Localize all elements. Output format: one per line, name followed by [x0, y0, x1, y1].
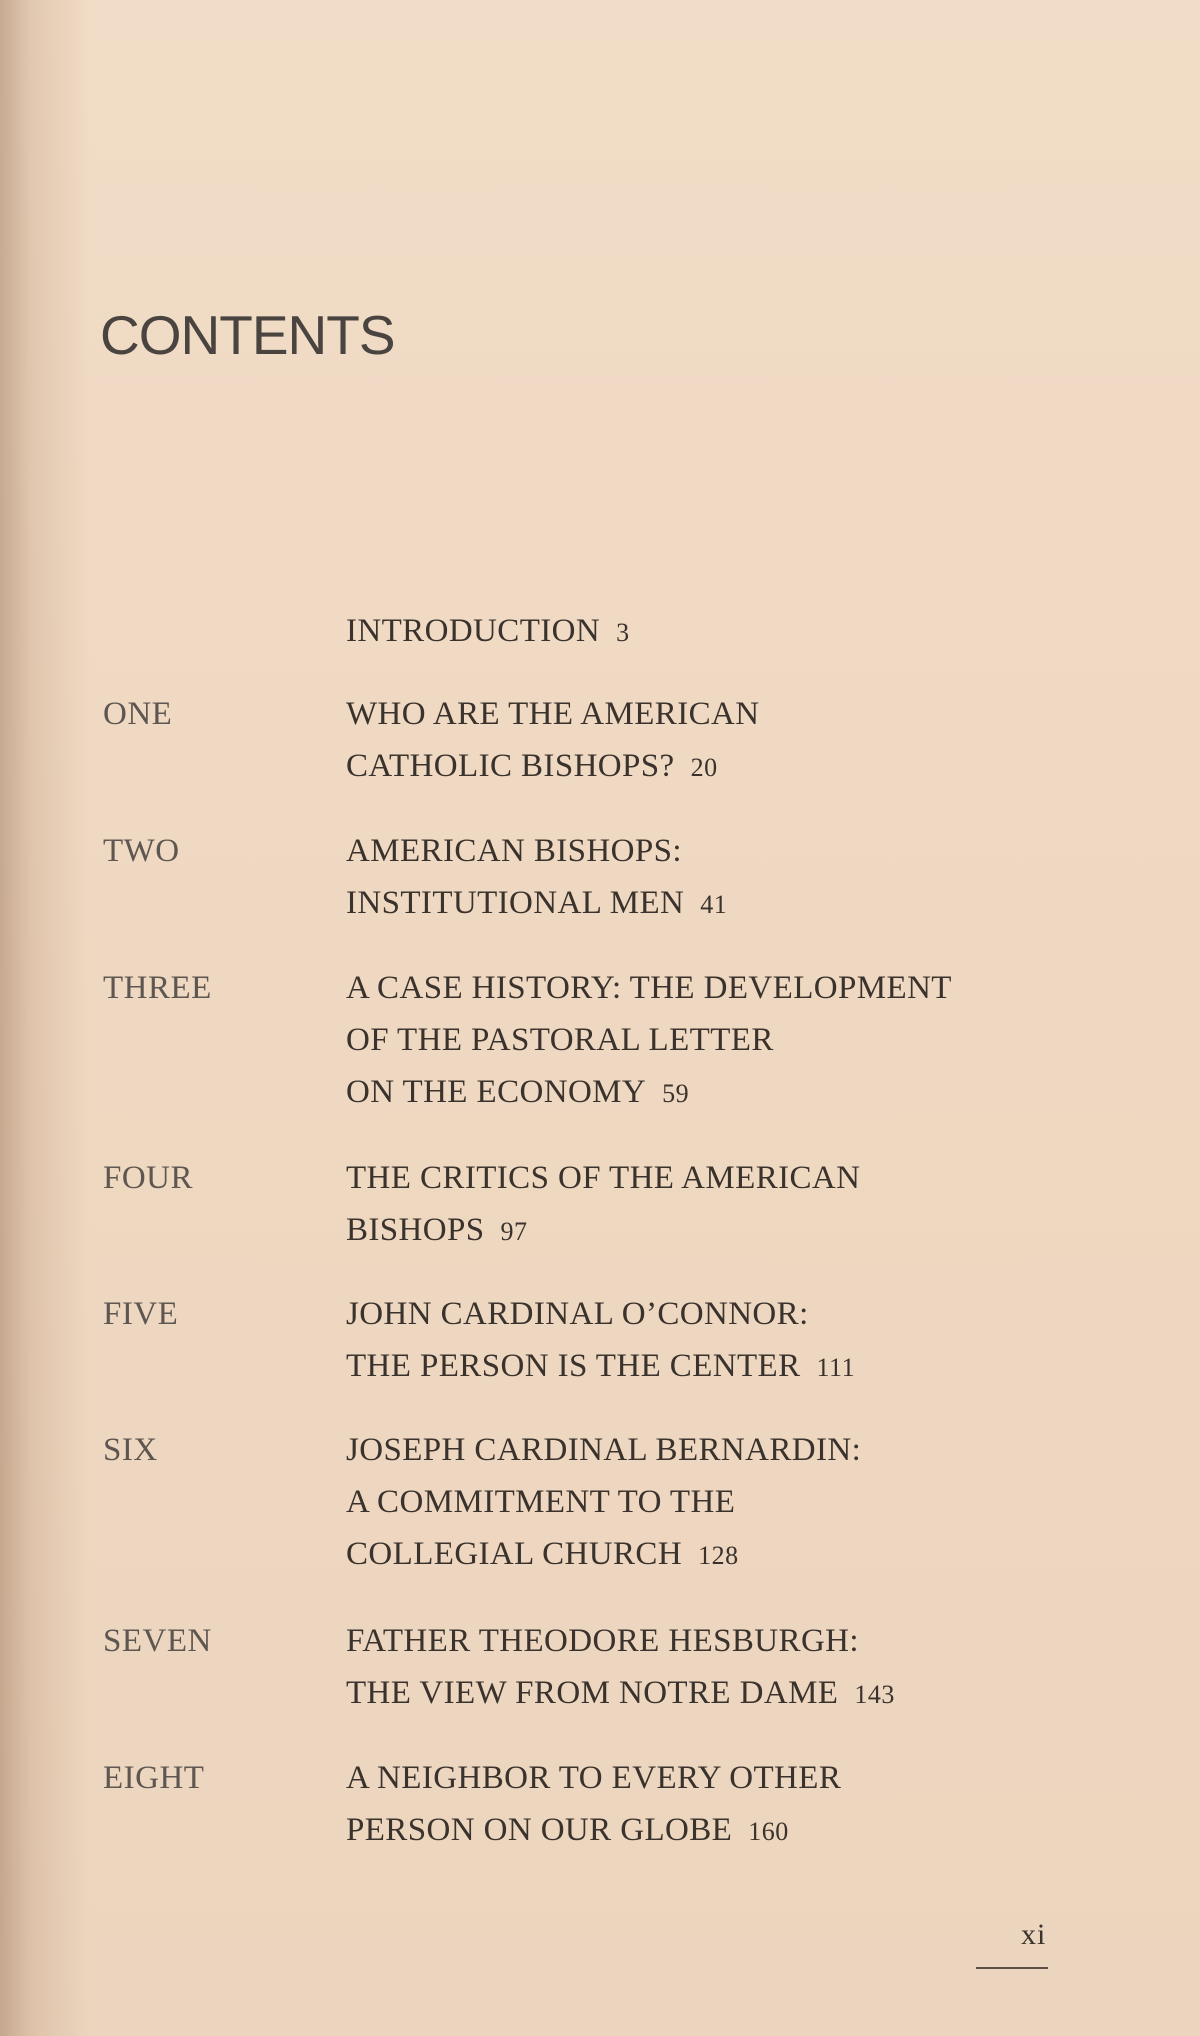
chapter-title [346, 962, 952, 1120]
chapter-title [346, 1752, 841, 1858]
page-number: 128 [698, 1541, 739, 1570]
chapter-title [346, 1152, 860, 1258]
chapter-title [346, 825, 727, 931]
page-folio: xi [1021, 1918, 1047, 1951]
chapter-number: EIGHT [103, 1760, 205, 1796]
chapter-title [346, 1615, 895, 1721]
page-number: 111 [816, 1353, 856, 1382]
page-number: 41 [700, 890, 728, 919]
contents-heading: CONTENTS [100, 304, 395, 366]
chapter-title-line: THE CRITICS OF THE AMERICAN [346, 1160, 861, 1196]
folio-rule [976, 1967, 1048, 1969]
chapter-number: SEVEN [103, 1623, 212, 1659]
page-number: 97 [500, 1217, 528, 1246]
page-number: 59 [662, 1079, 690, 1108]
chapter-title-line: BISHOPS 97 [346, 1212, 528, 1248]
chapter-title-line: FATHER THEODORE HESBURGH: [346, 1623, 859, 1659]
chapter-title [346, 605, 630, 659]
chapter-number: TWO [103, 833, 180, 869]
page-number: 20 [690, 753, 718, 782]
page-number: 143 [854, 1680, 895, 1709]
chapter-number: FIVE [103, 1296, 179, 1332]
chapter-title-line: WHO ARE THE AMERICAN [346, 696, 760, 732]
chapter-title-line: PERSON ON OUR GLOBE 160 [346, 1812, 789, 1848]
chapter-title-line: A COMMITMENT TO THE [346, 1484, 736, 1520]
chapter-title [346, 688, 759, 794]
chapter-title-line: OF THE PASTORAL LETTER [346, 1022, 774, 1058]
chapter-title-line: A NEIGHBOR TO EVERY OTHER [346, 1760, 842, 1796]
chapter-title [346, 1288, 855, 1394]
page-number: 160 [748, 1817, 789, 1846]
chapter-title-line: CATHOLIC BISHOPS? 20 [346, 748, 718, 784]
chapter-number: SIX [103, 1432, 158, 1468]
chapter-title-line: ON THE ECONOMY 59 [346, 1074, 690, 1110]
chapter-title-line: COLLEGIAL CHURCH 128 [346, 1536, 739, 1572]
chapter-title-line: THE PERSON IS THE CENTER 111 [346, 1348, 856, 1384]
chapter-title-line: JOSEPH CARDINAL BERNARDIN: [346, 1432, 862, 1468]
chapter-title [346, 1424, 861, 1582]
chapter-number: ONE [103, 696, 173, 732]
chapter-title-line: THE VIEW FROM NOTRE DAME 143 [346, 1675, 895, 1711]
chapter-number: FOUR [103, 1160, 194, 1196]
chapter-title-line: INTRODUCTION 3 [346, 613, 630, 649]
page-number: 3 [616, 618, 630, 647]
chapter-title-line: JOHN CARDINAL O’CONNOR: [346, 1296, 809, 1332]
chapter-title-line: A CASE HISTORY: THE DEVELOPMENT [346, 970, 952, 1006]
chapter-number: THREE [103, 970, 212, 1006]
chapter-title-line: AMERICAN BISHOPS: [346, 833, 682, 869]
chapter-title-line: INSTITUTIONAL MEN 41 [346, 885, 728, 921]
